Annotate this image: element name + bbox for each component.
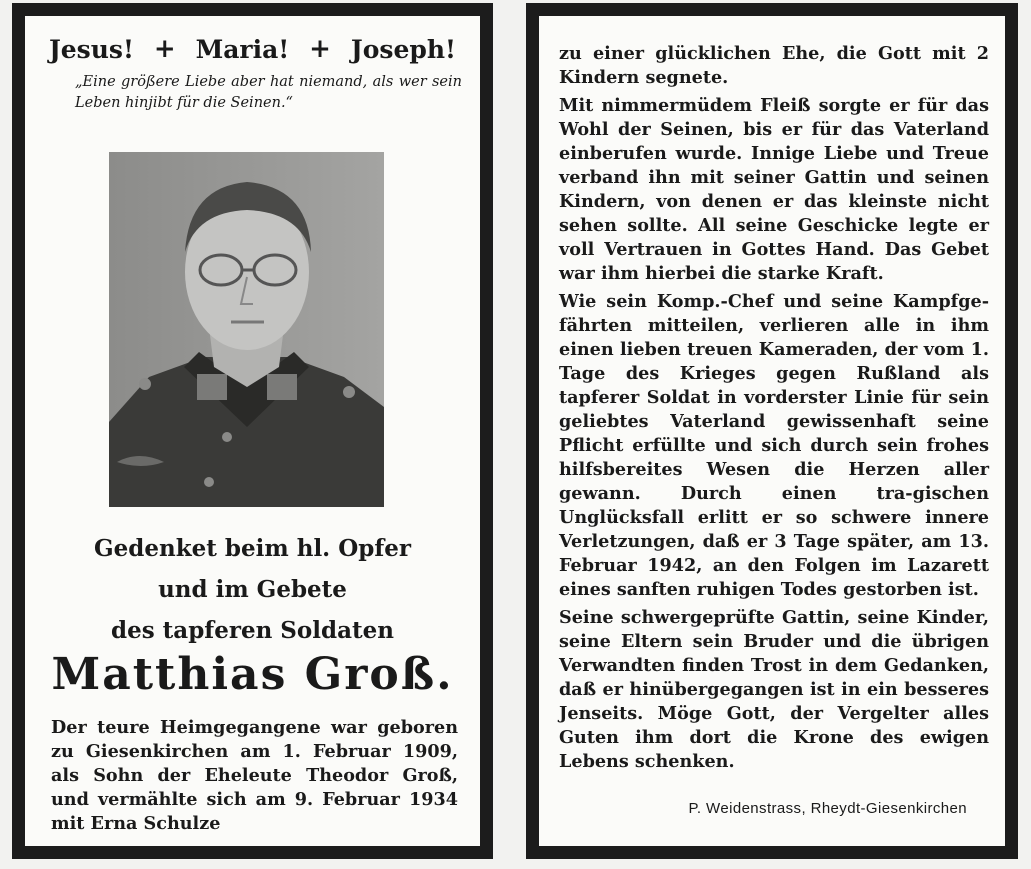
left-card — [12, 3, 493, 859]
header-word-joseph: Joseph! — [350, 34, 456, 64]
header-invocation — [25, 34, 480, 64]
obituary-text — [559, 42, 989, 778]
memorial-line: Gedenket beim hl. Opfer — [94, 535, 411, 562]
motto-quote: „Eine größere Liebe aber hat niemand, als wer sein Leben hinjibt für die Seinen.“ — [75, 74, 462, 111]
obituary-paragraph: Seine schwergeprüfte Gattin, seine Kinder, seine Eltern sein Bruder und die übrigen Verwandten finden Trost in dem Gedanken, daß er hinübergegangen ist in ein besseres Jenseits. Möge Gott, der Vergelter alles Guten ihm dort die Krone des ewigen Lebens schenken. — [559, 607, 989, 772]
soldier-portrait-image — [109, 152, 384, 507]
memorial-line: des tapferen Soldaten — [111, 617, 394, 644]
memorial-text — [25, 528, 480, 651]
cross-icon: + — [153, 34, 176, 64]
memorial-line: und im Gebete — [158, 576, 347, 603]
obituary-paragraph: Mit nimmermüdem Fleiß sorgte er für das Wohl der Seinen, bis er für das Vaterland einberufen wurde. Innige Liebe und Treue verband ihn mit seiner Gattin und seinen Kindern, von denen er das kleinste nicht sehen sollte. All seine Geschicke legte er voll Vertrauen in Gottes Hand. Das Gebet war ihm hierbei die starke Kraft. — [559, 95, 989, 284]
cross-icon: + — [309, 34, 331, 64]
header-word-maria: Maria! — [195, 34, 290, 64]
printer-credit: P. Weidenstrass, Rheydt-Giesenkirchen — [688, 800, 967, 817]
obituary-paragraph: Wie sein Komp.-Chef und seine Kampfge-fährten mitteilen, verlieren alle in ihm einen lieben treuen Kameraden, der vom 1. Tage des Krieges gegen Rußland als tapferer Soldat in vorderster Linie für sein geliebtes Vaterland gewissenhaft seine Pflicht erfüllte und sich durch sein frohes hilfsbereites Wesen die Herzen aller gewann. Durch einen tra-gischen Unglücksfall erlitt er so schwere innere Verletzungen, daß er 3 Tage später, am 13. Februar 1942, an den Folgen im Lazarett eines sanften ruhigen Todes gestorben ist. — [559, 291, 989, 600]
header-word-jesus: Jesus! — [48, 34, 134, 64]
right-card — [526, 3, 1018, 859]
obituary-paragraph: zu einer glücklichen Ehe, die Gott mit 2 Kindern segnete. — [559, 43, 989, 88]
deceased-name: Matthias Groß. — [51, 649, 454, 700]
soldier-portrait — [109, 152, 384, 507]
biography-text: Der teure Heimgegangene war geboren zu Giesenkirchen am 1. Februar 1909, als Sohn der Eheleute Theodor Groß, und vermählte sich am 9. Februar 1934 mit Erna Schulze — [51, 717, 458, 834]
